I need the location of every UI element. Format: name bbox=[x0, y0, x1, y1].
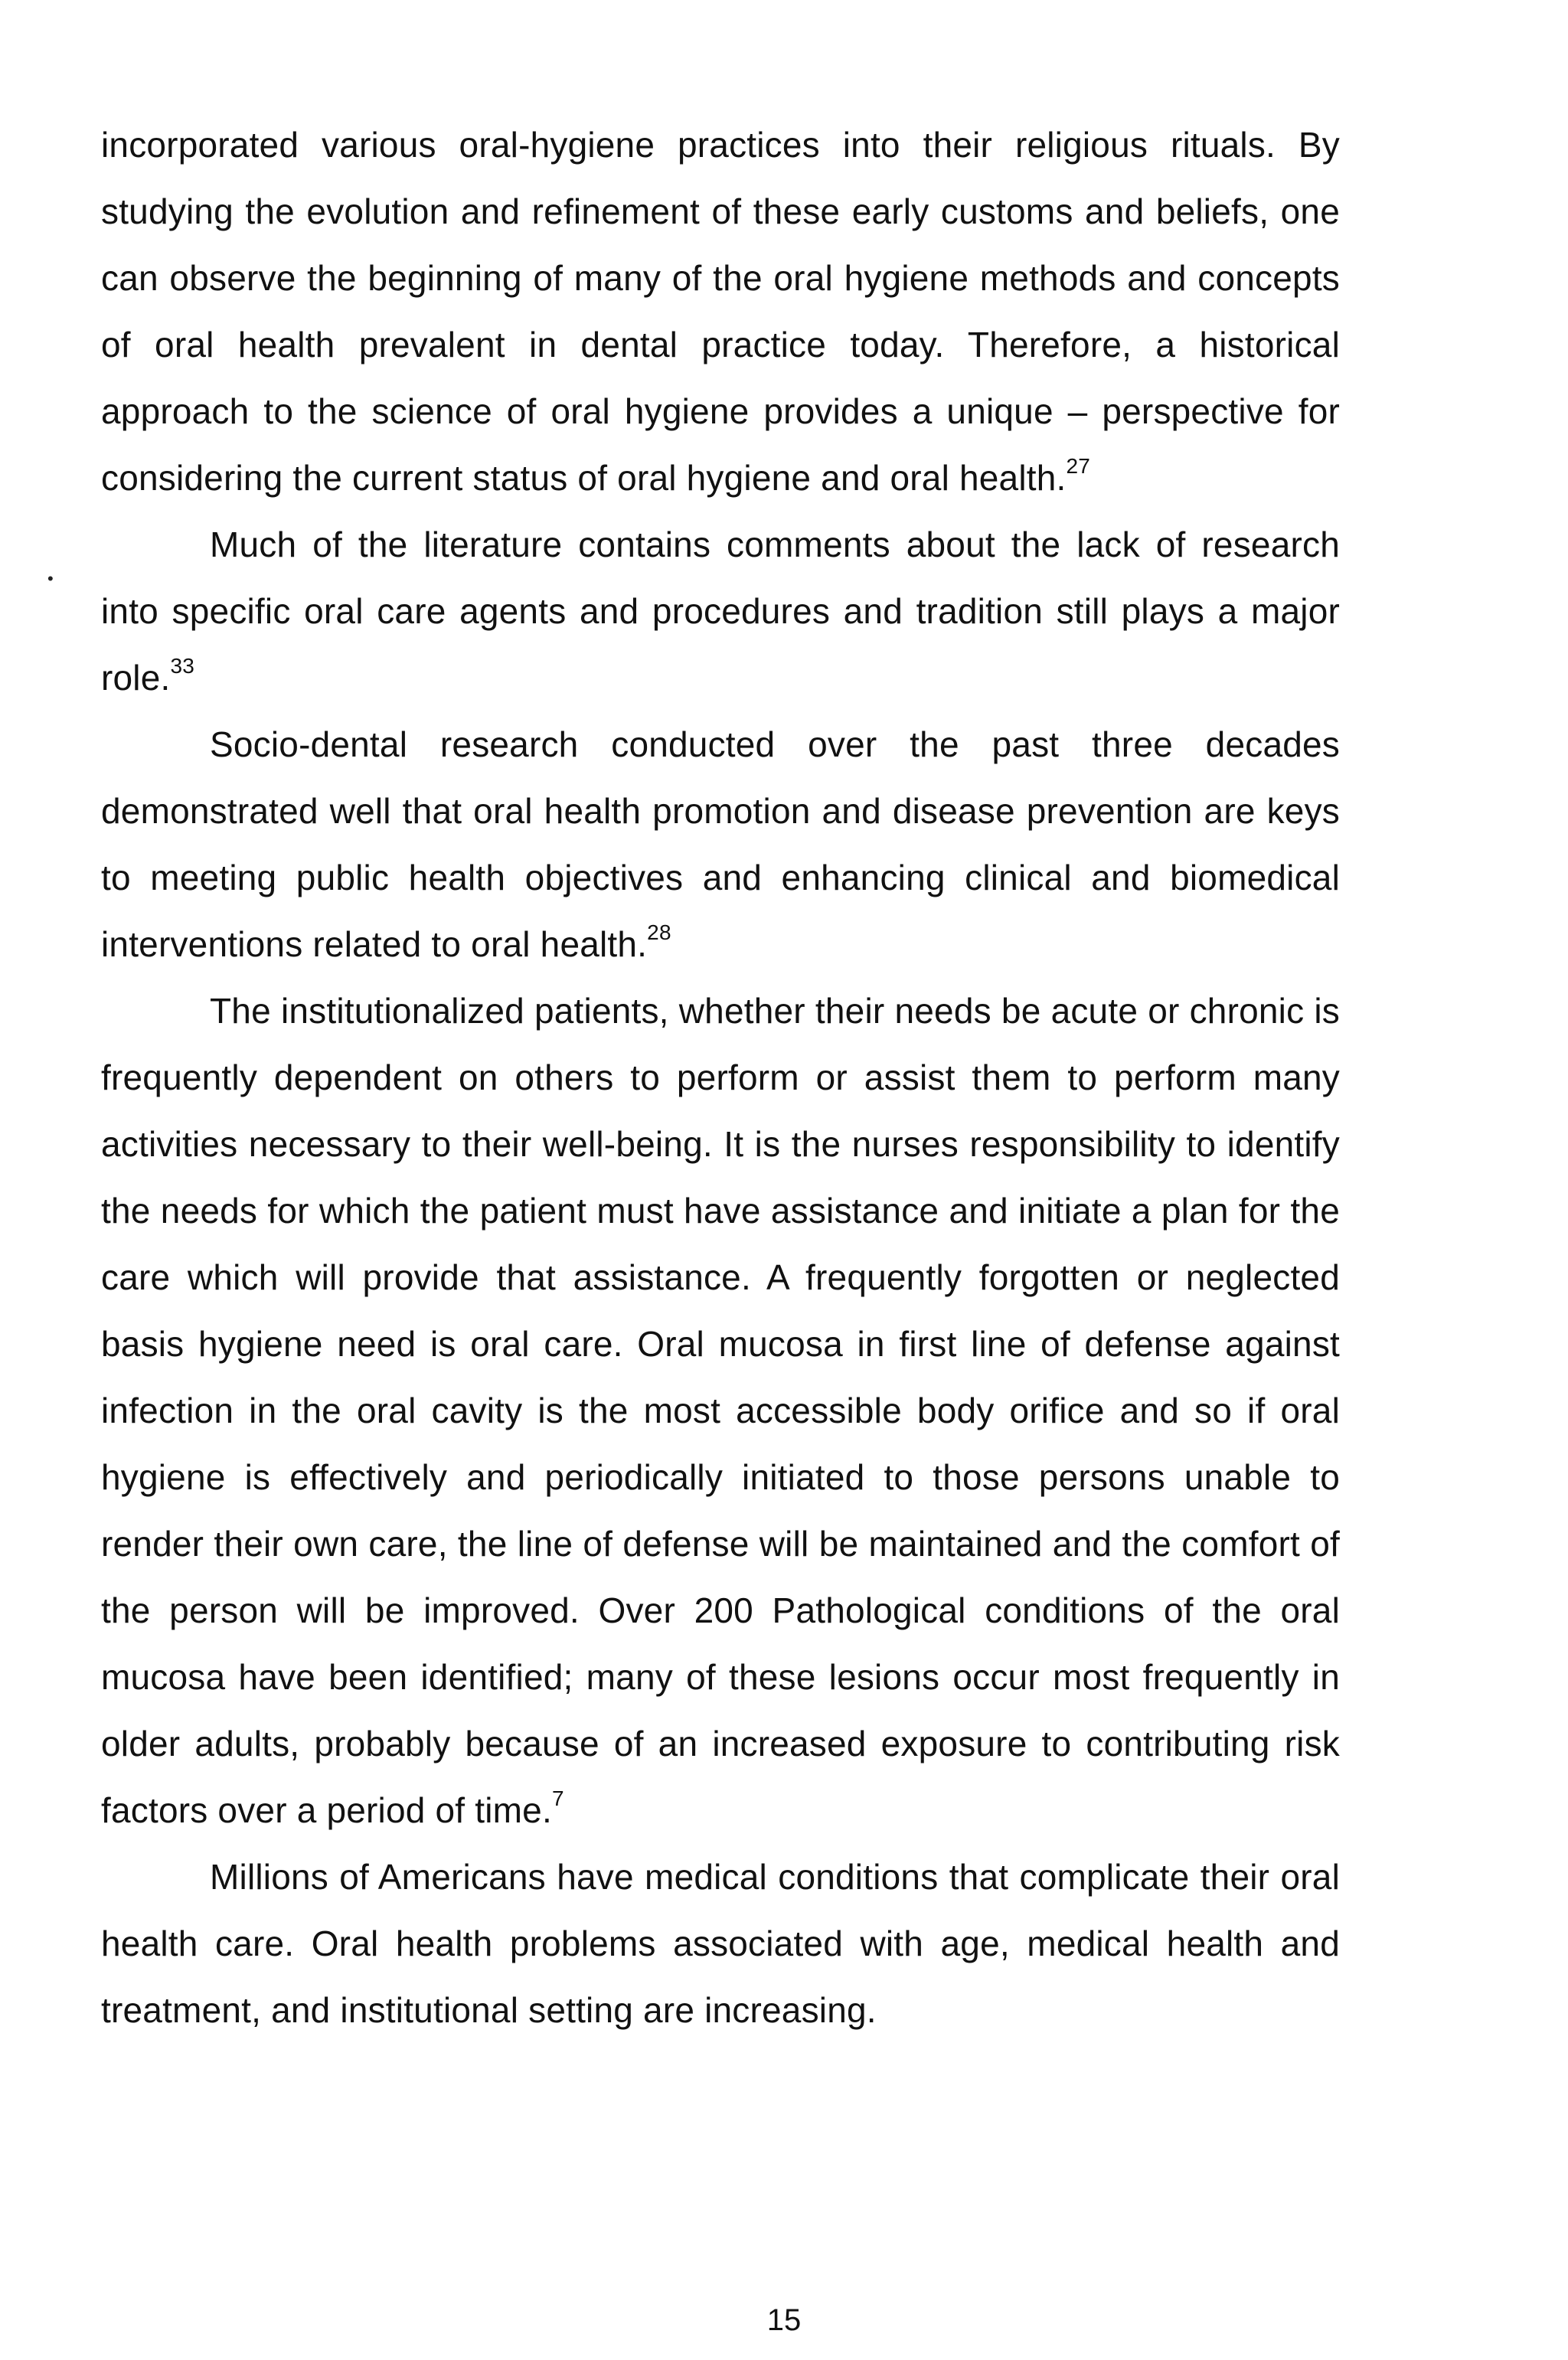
paragraph-text: incorporated various oral-hygiene practices into their religious rituals. By studying the evolution and refinement of these early customs and beliefs, one can observe the beginning of many of the oral hygiene methods and concepts of oral health prevalent in dental practice today. Therefore, a historical approach to the science of oral hygiene provides a unique – perspective for considering the current status of oral hygiene and oral health. bbox=[101, 125, 1340, 498]
paragraph-text: Millions of Americans have medical conditions that complicate their oral health care. Oral health problems associated with age, medical health and treatment, and institutional setting are increasing. bbox=[101, 1857, 1340, 2030]
paragraph-5 bbox=[101, 1844, 1340, 2044]
paragraph-3 bbox=[101, 711, 1340, 978]
paragraph-1 bbox=[101, 112, 1340, 512]
paragraph-text: Socio-dental research conducted over the past three decades demonstrated well that oral health promotion and disease prevention are keys to meeting public health objectives and enhancing clinical and biomedical interventions related to oral health. bbox=[101, 724, 1340, 964]
body-text bbox=[101, 112, 1340, 2044]
paragraph-text: The institutionalized patients, whether their needs be acute or chronic is frequently dependent on others to perform or assist them to perform many activities necessary to their well-being. It is the nurses responsibility to identify the needs for which the patient must have assistance and initiate a plan for the care which will provide that assistance. A frequently forgotten or neglected basis hygiene need is oral care. Oral mucosa in first line of defense against infection in the oral cavity is the most accessible body orifice and so if oral hygiene is effectively and periodically initiated to those persons unable to render their own care, the line of defense will be maintained and the comfort of the person will be improved. Over 200 Pathological conditions of the oral mucosa have been identified; many of these lesions occur most frequently in older adults, probably because of an increased exposure to contributing risk factors over a period of time. bbox=[101, 991, 1340, 1830]
paragraph-4 bbox=[101, 978, 1340, 1844]
citation-ref: 27 bbox=[1066, 453, 1091, 478]
paragraph-text: Much of the literature contains comments about the lack of research into specific oral care agents and procedures and tradition still plays a major role. bbox=[101, 525, 1340, 698]
citation-ref: 28 bbox=[647, 920, 671, 944]
page-number: 15 bbox=[766, 2303, 802, 2337]
citation-ref: 33 bbox=[170, 653, 195, 678]
paragraph-2 bbox=[101, 512, 1340, 711]
citation-ref: 7 bbox=[551, 1786, 564, 1810]
margin-mark: • bbox=[47, 569, 54, 588]
